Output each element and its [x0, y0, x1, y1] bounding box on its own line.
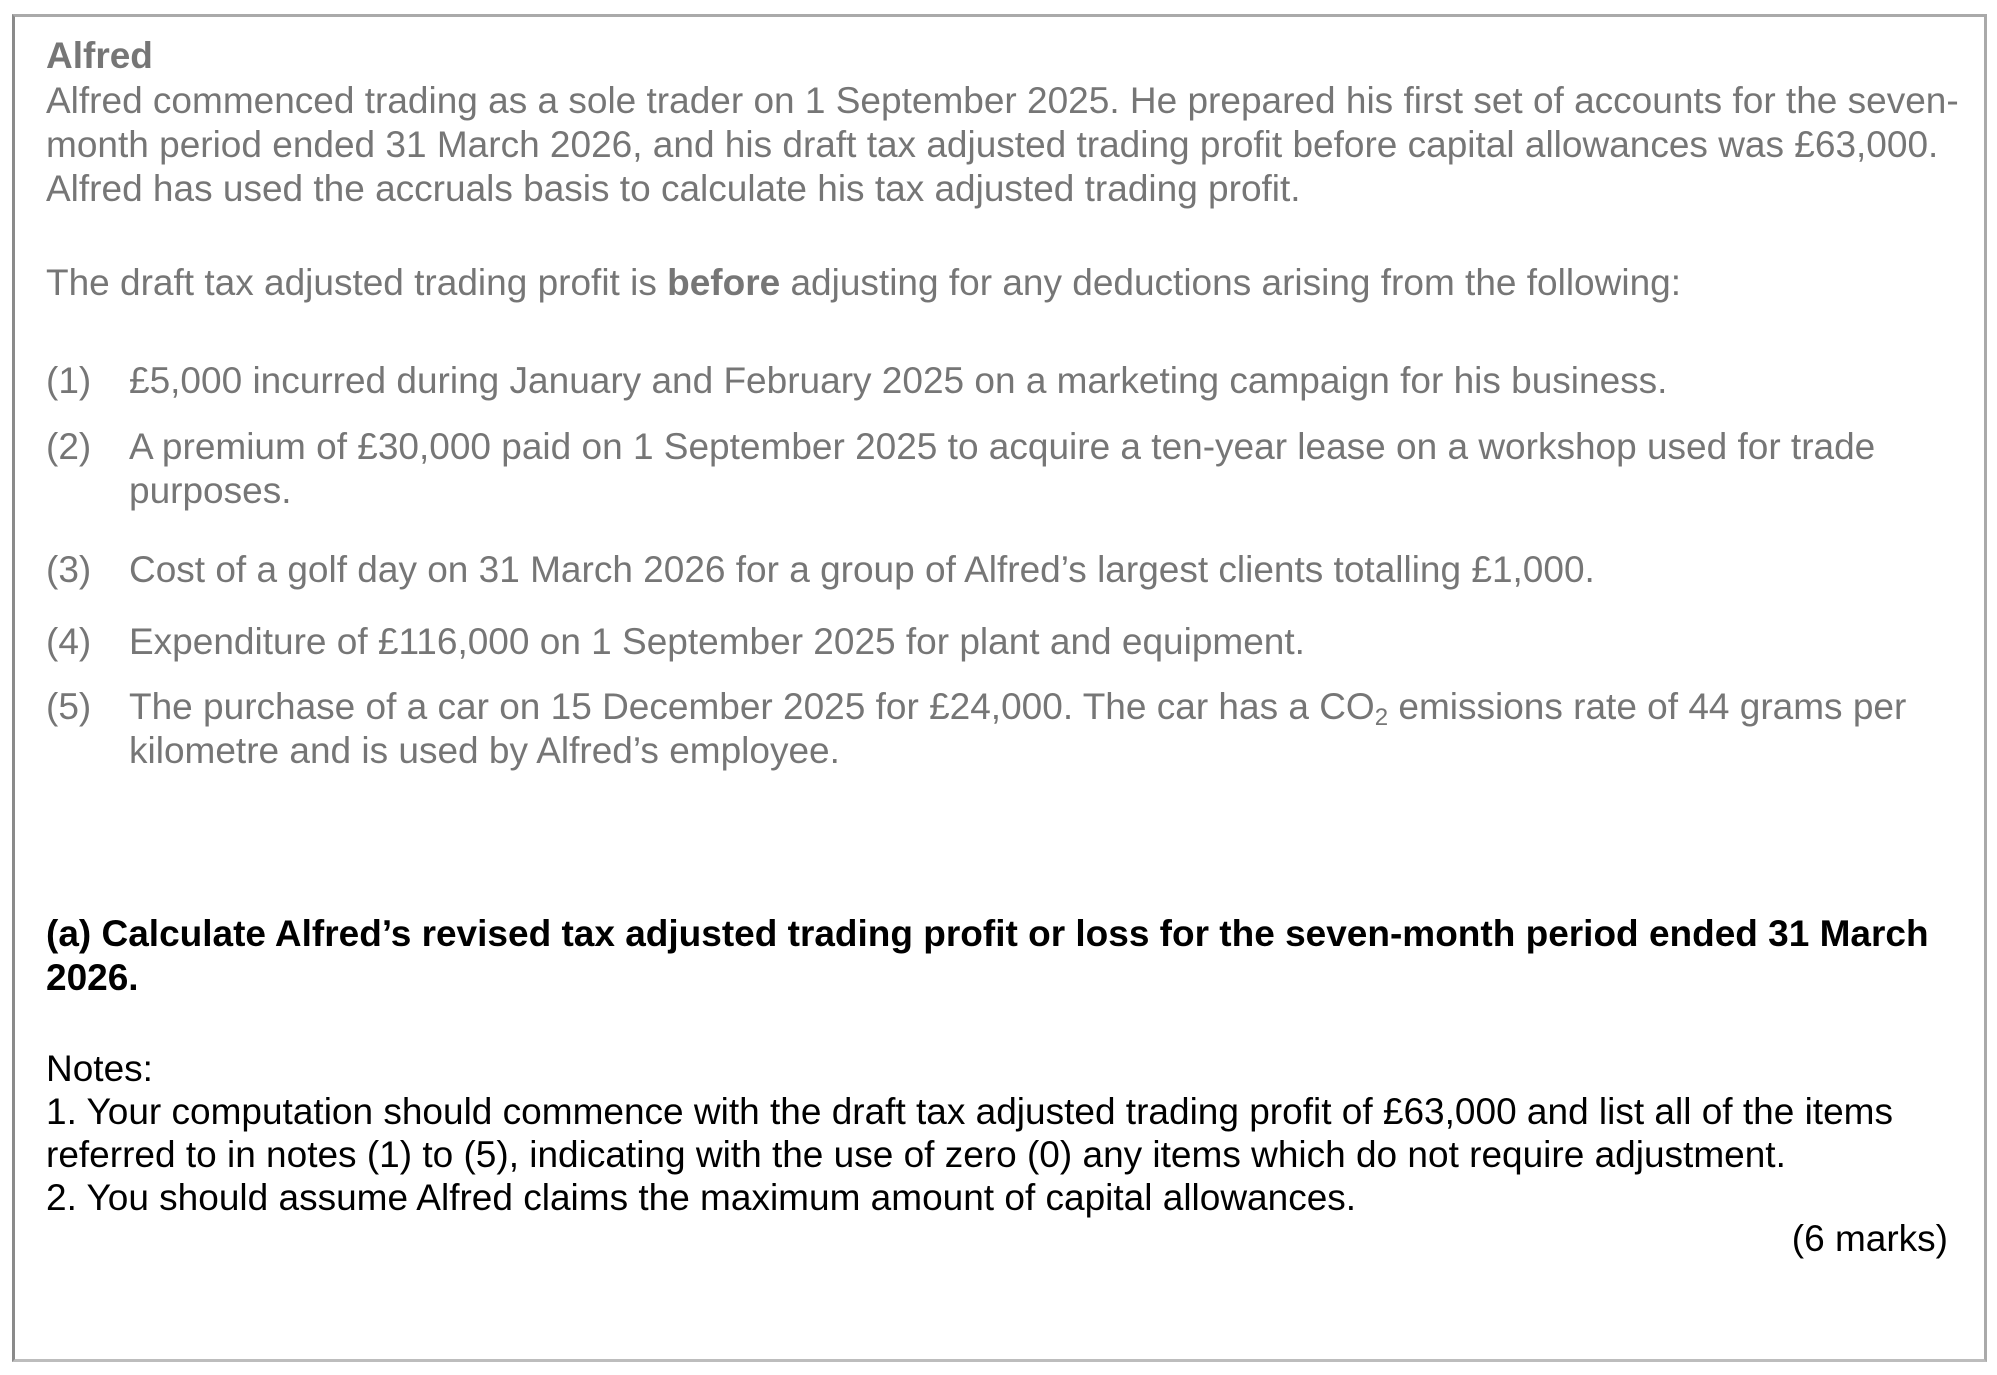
list-item-text: A premium of £30,000 paid on 1 September 2025 to acquire a ten-year lease on a workshop used for trade purposes.: [129, 426, 1876, 511]
list-item-5: [46, 685, 1946, 773]
list-item-text: Cost of a golf day on 31 March 2026 for a group of Alfred’s largest clients totalling £1,000.: [129, 549, 1595, 590]
note-line-1: 1. Your computation should commence with the draft tax adjusted trading profit of £63,000 and list all of the items: [46, 1091, 1893, 1132]
intro-paragraph: [46, 79, 1966, 211]
lead-sentence: [46, 261, 1681, 305]
list-item-number: (1): [46, 360, 92, 401]
question-text: (a) Calculate Alfred’s revised tax adjusted trading profit or loss for the seven-month period ended 31 March 2026.: [46, 913, 1929, 998]
list-item-3: [46, 548, 1946, 592]
note-line-2: referred to in notes (1) to (5), indicating with the use of zero (0) any items which do not require adjustment.: [46, 1134, 1786, 1175]
lead-prefix: The draft tax adjusted trading profit is: [46, 262, 668, 303]
list-item-text-part: emissions rate of 44 grams per kilometre and is used by Alfred’s employee.: [129, 686, 1907, 771]
list-item-text: £5,000 incurred during January and February 2025 on a marketing campaign for his business.: [129, 360, 1668, 401]
list-item-number: (4): [46, 621, 92, 662]
list-item-number: (5): [46, 686, 92, 727]
marks-label: (6 marks): [1791, 1218, 1948, 1259]
notes-heading: Notes:: [46, 1048, 153, 1089]
case-title: Alfred: [46, 35, 153, 76]
list-item-1: [46, 359, 1946, 403]
list-item-number: (2): [46, 426, 92, 467]
lead-suffix: adjusting for any deductions arising from the following:: [780, 262, 1682, 303]
list-item-number: (3): [46, 549, 92, 590]
list-item-text-part: The purchase of a car on 15 December 2025 for £24,000. The car has a CO: [129, 686, 1375, 727]
notes-block: [46, 1047, 1976, 1219]
list-item-text: Expenditure of £116,000 on 1 September 2025 for plant and equipment.: [129, 621, 1305, 662]
list-item-text: [129, 685, 1946, 773]
question-frame: [12, 14, 1987, 1362]
list-item-2: [46, 425, 1946, 513]
intro-text: Alfred commenced trading as a sole trader on 1 September 2025. He prepared his first set of accounts for the seven-month period ended 31 March 2026, and his draft tax adjusted trading profit before capital allowances was £63,000. Alfred has used the accruals basis to calculate his tax adjusted trading profit.: [46, 80, 1959, 209]
subscript-2: 2: [1374, 704, 1389, 731]
lead-emphasis: before: [667, 262, 781, 303]
note-line-3: 2. You should assume Alfred claims the maximum amount of capital allowances.: [46, 1177, 1357, 1218]
list-item-4: [46, 620, 1946, 664]
